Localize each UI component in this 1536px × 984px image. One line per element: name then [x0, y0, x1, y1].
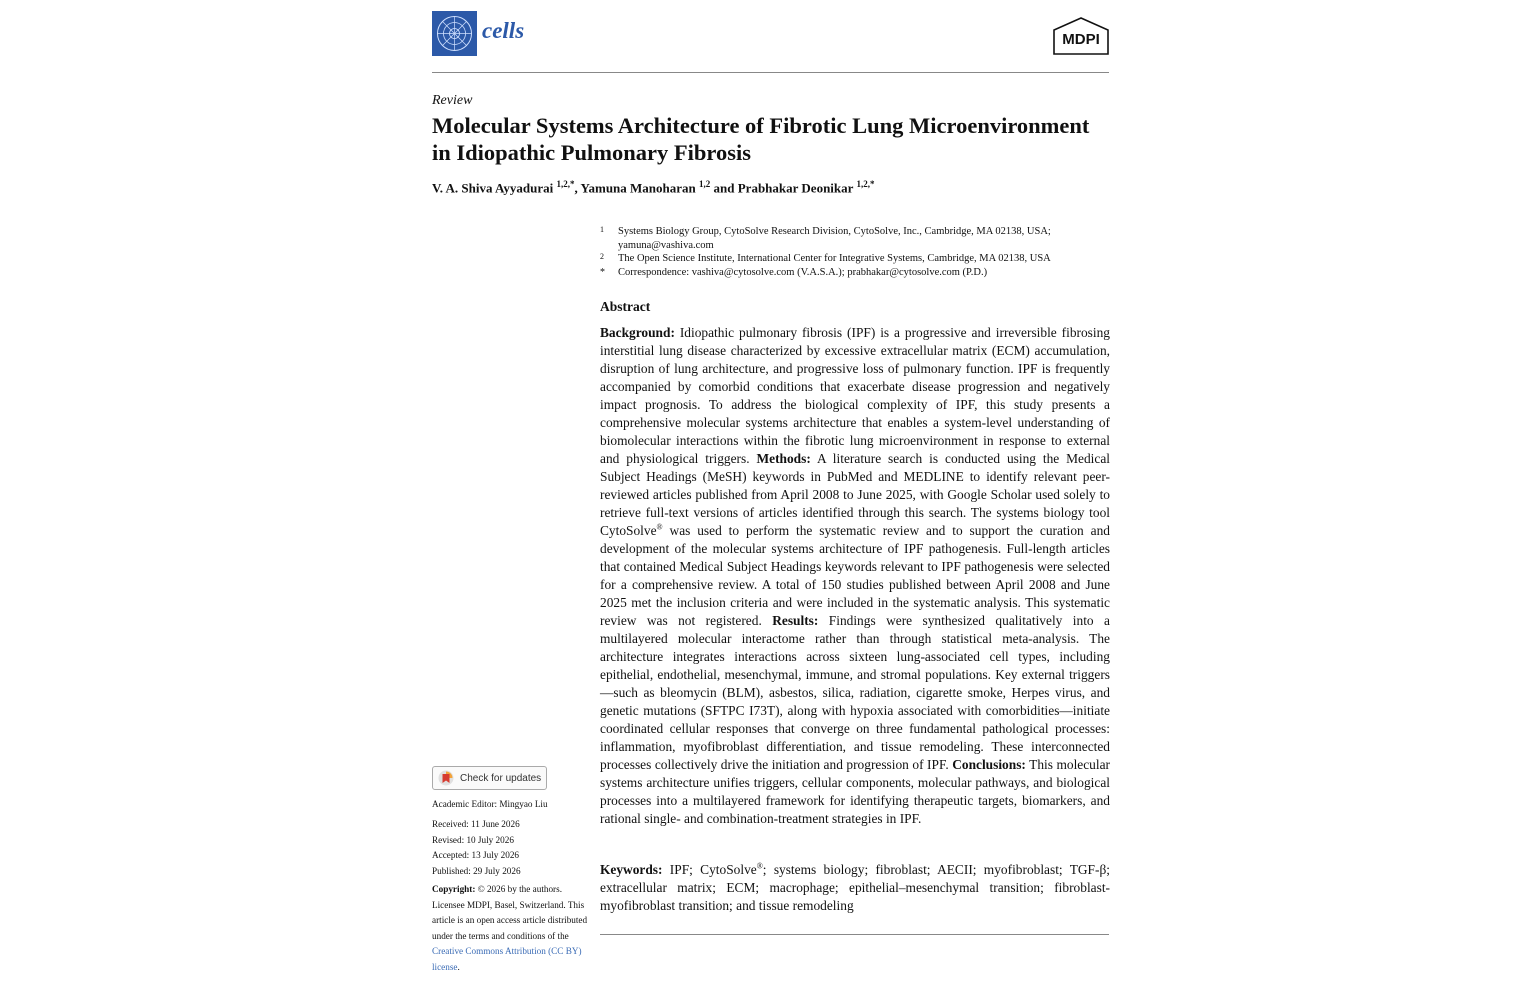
license-end: .: [457, 961, 460, 972]
results-label: Results:: [772, 613, 819, 628]
author-affiliation-marks: 1,2,*: [556, 179, 575, 189]
keywords-text-continued: ; systems biology; fibroblast; AECII; myofibroblast; TGF-β; extracellular matrix; ECM; macrophage; epithelial–mesenchymal transition; fibroblast-myofibroblast transition; and tissue remodeling: [600, 862, 1110, 913]
author-affiliation-marks: 1,2: [699, 179, 711, 189]
affiliation-mark: 2: [600, 252, 604, 262]
affiliation-mark: 1: [600, 225, 604, 234]
background-label: Background:: [600, 325, 675, 340]
check-updates-icon: [438, 770, 454, 786]
copyright-text: © 2026 by the authors. Licensee MDPI, Basel, Switzerland. This article is an open access article distributed under the terms and conditions of the: [432, 884, 588, 941]
check-for-updates-label: Check for updates: [460, 772, 542, 784]
conclusions-label: Conclusions:: [952, 757, 1026, 772]
sphere-logo-icon: [432, 11, 477, 56]
conclusions-text: This molecular systems architecture unifies triggers, cellular components, molecular pathways, and biological processes into a multilayered framework for identifying therapeutic targets, biomarkers, and rational single- and combination-treatment strategies in IPF.: [600, 757, 1110, 826]
affiliation-text: Systems Biology Group, CytoSolve Research Division, CytoSolve, Inc., Cambridge, MA 02138, USA; yamuna@vashiva.com: [618, 226, 1051, 251]
background-text: Idiopathic pulmonary fibrosis (IPF) is a progressive and irreversible fibrosing interstitial lung disease characterized by excessive extracellular matrix (ECM) accumulation, disruption of lung architecture, and progressive loss of pulmonary function. IPF is frequently accompanied by comorbid conditions that exacerbate disease progression and negatively impact prognosis. To address the biological complexity of IPF, this study presents a comprehensive molecular systems architecture that enables a system-level understanding of biomolecular interactions within the fibrotic lung microenvironment in response to external and physiological triggers.: [600, 325, 1110, 466]
affiliation-mark: *: [600, 266, 605, 278]
academic-editor: Academic Editor: Mingyao Liu: [432, 799, 548, 809]
registered-mark: ®: [756, 861, 763, 871]
author-name[interactable]: V. A. Shiva Ayyadurai: [432, 180, 554, 196]
abstract-heading: Abstract: [600, 299, 651, 314]
revised-date: Revised: 10 July 2026: [432, 834, 514, 845]
published-date: Published: 29 July 2026: [432, 865, 521, 876]
correspondence-text: Correspondence: vashiva@cytosolve.com (V.A.S.A.); prabhakar@cytosolve.com (P.D.): [618, 266, 988, 278]
copyright-label: Copyright:: [432, 884, 476, 894]
methods-text-continued: was used to perform the systematic review and to support the curation and development of the molecular systems architecture of IPF pathogenesis. Full-length articles that contained Medical Subject Headings keywords relevant to IPF pathogenesis were selected for a comprehensive review. A total of 150 studies published between April 2008 and June 2025 met the inclusion criteria and were included in the systematic analysis. This systematic review was not registered.: [600, 523, 1110, 628]
affiliation-text: The Open Science Institute, International Center for Integrative Systems, Cambridge, MA 02138, USA: [618, 253, 1051, 265]
check-for-updates-button[interactable]: [432, 766, 547, 790]
methods-text: A literature search is conducted using the Medical Subject Headings (MeSH) keywords in PubMed and MEDLINE to identify relevant peer-reviewed articles published from April 2008 to June 2025, with Google Scholar used solely to retrieve full-text versions of articles identified through this search. The systems biology tool CytoSolve: [600, 451, 1111, 538]
affiliation-item: [600, 252, 1110, 266]
bottom-divider: [600, 934, 1109, 935]
author-name[interactable]: Yamuna Manoharan: [580, 180, 696, 196]
publication-dates: [432, 817, 592, 879]
results-text: Findings were synthesized qualitatively into a multilayered molecular interactome rather than through statistical meta-analysis. The architecture integrates interactions across sixteen lung-associated cell types, including epithelial, endothelial, mesenchymal, immune, and stromal populations. Key external triggers—such as bleomycin (BLM), asbestos, silica, radiation, cigarette smoke, Herpes virus, and genetic mutations (SFTPC I73T), along with hypoxia associated with comorbidities—initiate coordinated cellular responses that converge on three fundamental pathological processes: inflammation, myofibroblast differentiation, and tissue remodeling. These interconnected processes collectively drive the initiation and progression of IPF.: [600, 613, 1110, 772]
keywords: [600, 861, 1110, 915]
author-separator: and: [710, 180, 738, 196]
author-separator: ,: [574, 180, 581, 196]
affiliations: [600, 225, 1110, 279]
article-type: Review: [432, 93, 473, 108]
correspondence-item: [600, 266, 1110, 280]
header-divider: [432, 72, 1109, 73]
received-date: Received: 11 June 2026: [432, 819, 520, 829]
accepted-date: Accepted: 13 July 2026: [432, 850, 520, 861]
author-list: [432, 179, 874, 196]
abstract-body: [600, 324, 1110, 828]
affiliation-item: [600, 225, 1110, 252]
registered-mark: ®: [656, 522, 663, 532]
license-link[interactable]: Creative Commons Attribution (CC BY) license: [432, 946, 582, 972]
methods-label: Methods:: [756, 451, 811, 466]
article-title: Molecular Systems Architecture of Fibrotic Lung Microenvironment in Idiopathic Pulmonary Fibrosis: [432, 113, 1090, 165]
mdpi-logo-icon: [1052, 17, 1110, 55]
publisher-name: MDPI: [1062, 31, 1100, 48]
author-affiliation-marks: 1,2,*: [856, 179, 875, 189]
copyright-notice: [432, 882, 592, 976]
keywords-text: IPF; CytoSolve: [662, 862, 757, 877]
author-name[interactable]: Prabhakar Deonikar: [737, 180, 854, 196]
journal-name[interactable]: cells: [482, 18, 525, 43]
keywords-label: Keywords:: [600, 862, 663, 877]
